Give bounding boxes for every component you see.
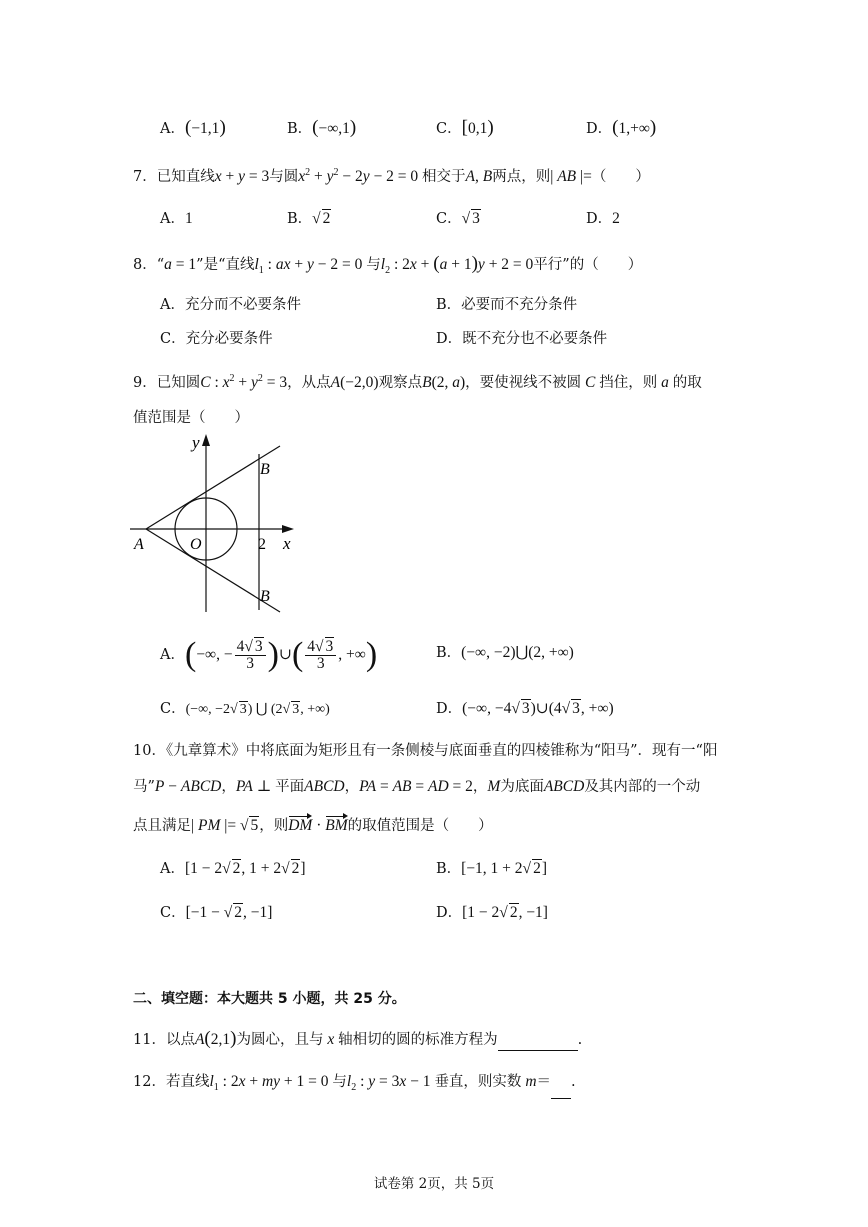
q8-stem: 8．“a = 1”是“直线$l_1$ : ax + y − 2 = 0 与$l_2$ : 2x + (a + 1)y + 2 = 0平行”的（ ） [133, 253, 643, 276]
page-footer: 试卷第 2页，共 5页 [373, 1176, 495, 1192]
q10-option-a: A．[1 − 2√ 2, 1 + 2√ 2] [160, 860, 306, 877]
q12-stem: 12．若直线$l_1$ : 2x + my + 1 = 0 与$l_2$ : y = 3x − 1 垂直，则实数 m＝ . [133, 1071, 576, 1099]
label-2: 2 [258, 536, 266, 553]
q7-option-a: A．1 [160, 210, 193, 227]
label-a: A [134, 536, 144, 553]
q7-stem: 7．已知直线x + y = 3与圆$x^2 + y^2 - 2y - 2 = 0$ 相交于A, B两点，则| AB |=（ ） [133, 167, 650, 185]
q10-stem-line2: 马”P − ABCD，PA ⊥ 平面ABCD，PA = AB = AD = 2，M为底面ABCD及其内部的一个动 [133, 778, 701, 795]
q9-option-a: A．(−∞, − $\frac{4√ 3}{3}$ )∪( $\frac{4√ 3}{3}$ , +∞) [160, 636, 378, 673]
q9-option-d: D．(−∞, −4√ 3)∪(4√ 3, +∞) [436, 700, 614, 717]
label-b-top: B [260, 461, 270, 478]
q9-option-c: C．(−∞, −2√ 3) ⋃ (2√ 3, +∞) [160, 701, 330, 717]
q6-option-a: A．(−1,1) [160, 117, 226, 138]
q9-figure [128, 432, 304, 616]
tangent-upper [146, 446, 280, 529]
q9-stem: 9．已知圆C : $x^2 + y^2 = 3$，从点A(−2,0)观察点B(2, a)，要使视线不被圆 C 挡住，则 a 的取 [133, 373, 702, 391]
q9-stem-line2: 值范围是（ ） [133, 410, 249, 426]
label-b-bottom: B [260, 588, 270, 605]
q10-stem-line1: 10．《九章算术》中将底面为矩形且有一条侧棱与底面垂直的四棱锥称为“阳马”．现有一“阳 [133, 743, 718, 759]
q10-option-b: B．[−1, 1 + 2√ 2] [436, 860, 547, 877]
q8-option-a: A．充分而不必要条件 [160, 297, 301, 313]
q7-option-d: D．2 [586, 210, 620, 227]
q8-option-d: D．既不充分也不必要条件 [436, 331, 608, 347]
q9-option-b: B．(−∞, −2)⋃(2, +∞) [436, 644, 574, 661]
label-x: x [283, 534, 291, 553]
q6-option-d: D．(1,+∞) [586, 117, 657, 138]
q8-option-c: C．充分必要条件 [160, 331, 273, 347]
q7-option-c: C．√ 3 [436, 210, 480, 227]
q10-stem-line3: 点且满足| PM |= √ 5，则DM · BM的取值范围是（ ） [133, 815, 493, 837]
q7-option-b: B．√ 2 [287, 210, 331, 227]
q11-stem: 11．以点A(2,1)为圆心，且与 x 轴相切的圆的标准方程为 . [133, 1028, 583, 1049]
q6-option-c: C．[0,1) [436, 117, 494, 138]
q8-option-b: B．必要而不充分条件 [436, 297, 578, 313]
q12-answer-blank[interactable] [551, 1082, 571, 1099]
q6-option-b: B．(−∞,1) [287, 117, 357, 138]
x-axis-arrow [282, 525, 294, 533]
label-o: O [190, 536, 202, 553]
q10-option-d: D．[1 − 2√ 2, −1] [436, 904, 548, 921]
label-y: y [192, 433, 200, 452]
q10-option-c: C．[−1 − √ 2, −1] [160, 904, 273, 921]
q11-answer-blank[interactable] [498, 1034, 578, 1051]
y-axis-arrow [202, 434, 210, 446]
section-2-title: 二、填空题：本大题共 5 小题，共 25 分。 [133, 991, 406, 1007]
